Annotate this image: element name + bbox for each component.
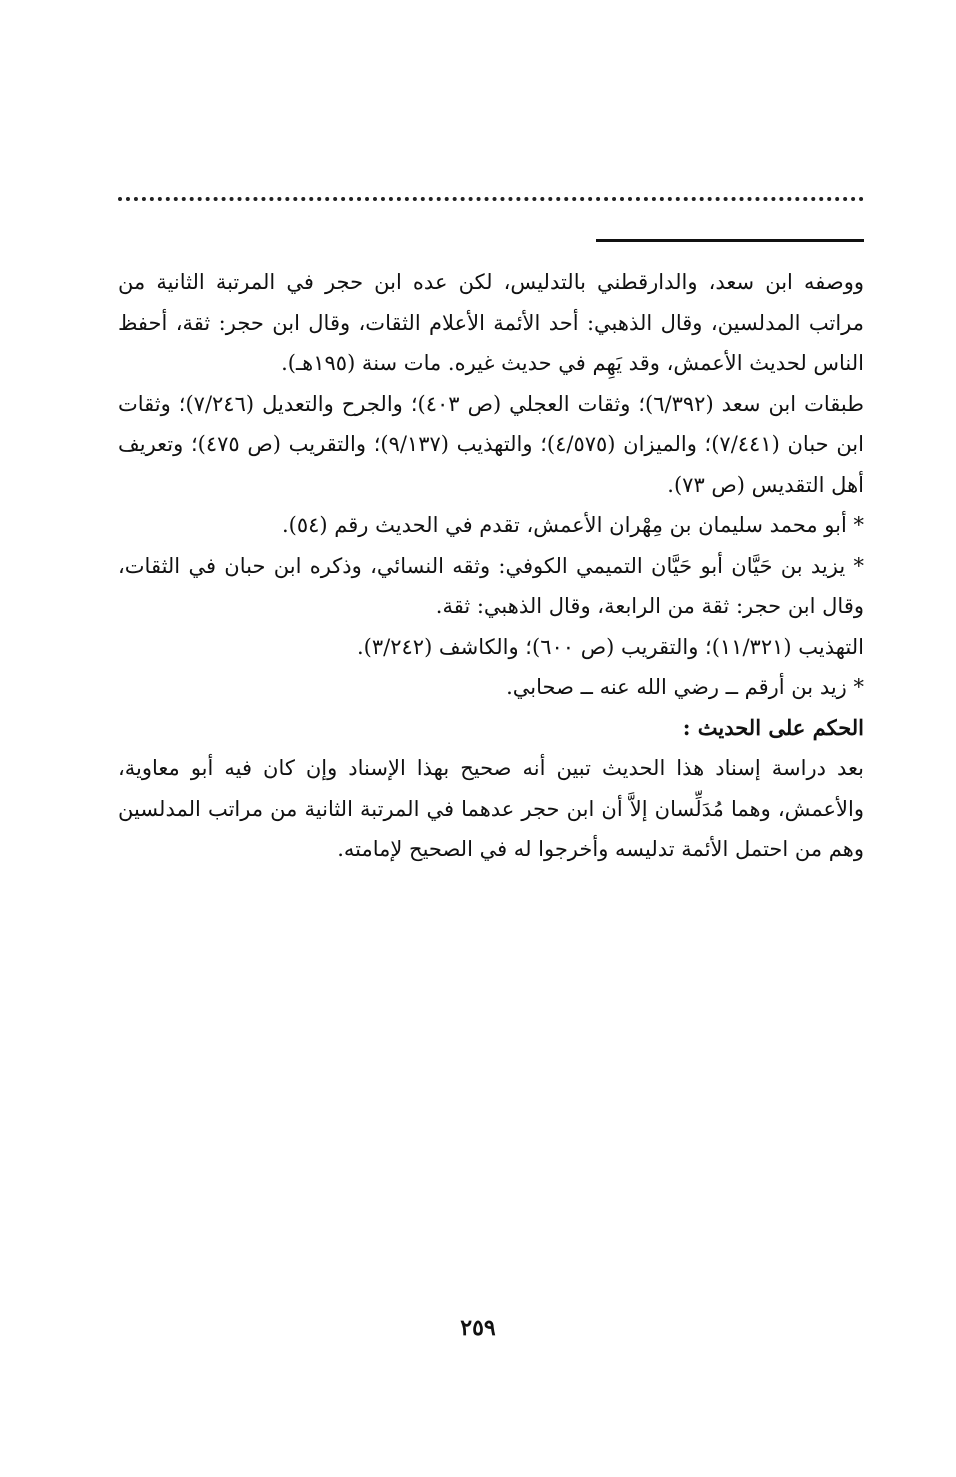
paragraph-narrator-zaid: * زيد بن أرقم ــ رضي الله عنه ــ صحابي. [506, 675, 864, 699]
paragraph-narrator-yazid: * يزيد بن حَيَّان أبو حَيَّان التميمي الكوفي: وثقه النسائي، وذكره ابن حبان في الثقات، وقال ابن حجر: ثقة من الرابعة، وقال الذهبي: ثقة. [118, 553, 864, 618]
page-number: ٢٥٩ [460, 1315, 496, 1341]
section-heading: الحكم على الحديث : [682, 714, 864, 740]
footnote-rule [596, 239, 864, 242]
footnote-dotted-separator [118, 197, 864, 201]
paragraph-sources-1: طبقات ابن سعد (٦/٣٩٢)؛ وثقات العجلي (ص ٤٠٣)؛ والجرح والتعديل (٧/٢٤٦)؛ وثقات ابن حبان (٧/٤٤١)؛ والميزان (٤/٥٧٥)؛ والتهذيب (٩/١٣٧)؛ والتقريب (ص ٤٧٥)؛ وتعريف أهل التقديس (ص ٧٣). [118, 391, 864, 497]
paragraph-narrator-description: ووصفه ابن سعد، والدارقطني بالتدليس، لكن عده ابن حجر في المرتبة الثانية من مراتب المدلسين، وقال الذهبي: أحد الأئمة الأعلام الثقات، وقال ابن حجر: ثقة، أحفظ الناس لحديث الأعمش، وقد يَهِم في حديث غيره. مات سنة (١٩٥هـ). [118, 270, 864, 375]
main-text [118, 262, 864, 870]
paragraph-conclusion: بعد دراسة إسناد هذا الحديث تبين أنه صحيح بهذا الإسناد وإن كان فيه أبو معاوية، والأعمش، وهما مُدَلِّسان إلاَّ أن ابن حجر عدهما في المرتبة الثانية من مراتب المدلسين وهم من احتمل الأئمة تدليسه وأخرجوا له في الصحيح لإمامته. [118, 756, 864, 861]
paragraph-narrator-al-amash: * أبو محمد سليمان بن مِهْران الأعمش، تقدم في الحديث رقم (٥٤). [281, 513, 864, 537]
paragraph-sources-2: التهذيب (١١/٣٢١)؛ والتقريب (ص ٦٠٠)؛ والكاشف (٣/٢٤٢). [356, 634, 864, 659]
